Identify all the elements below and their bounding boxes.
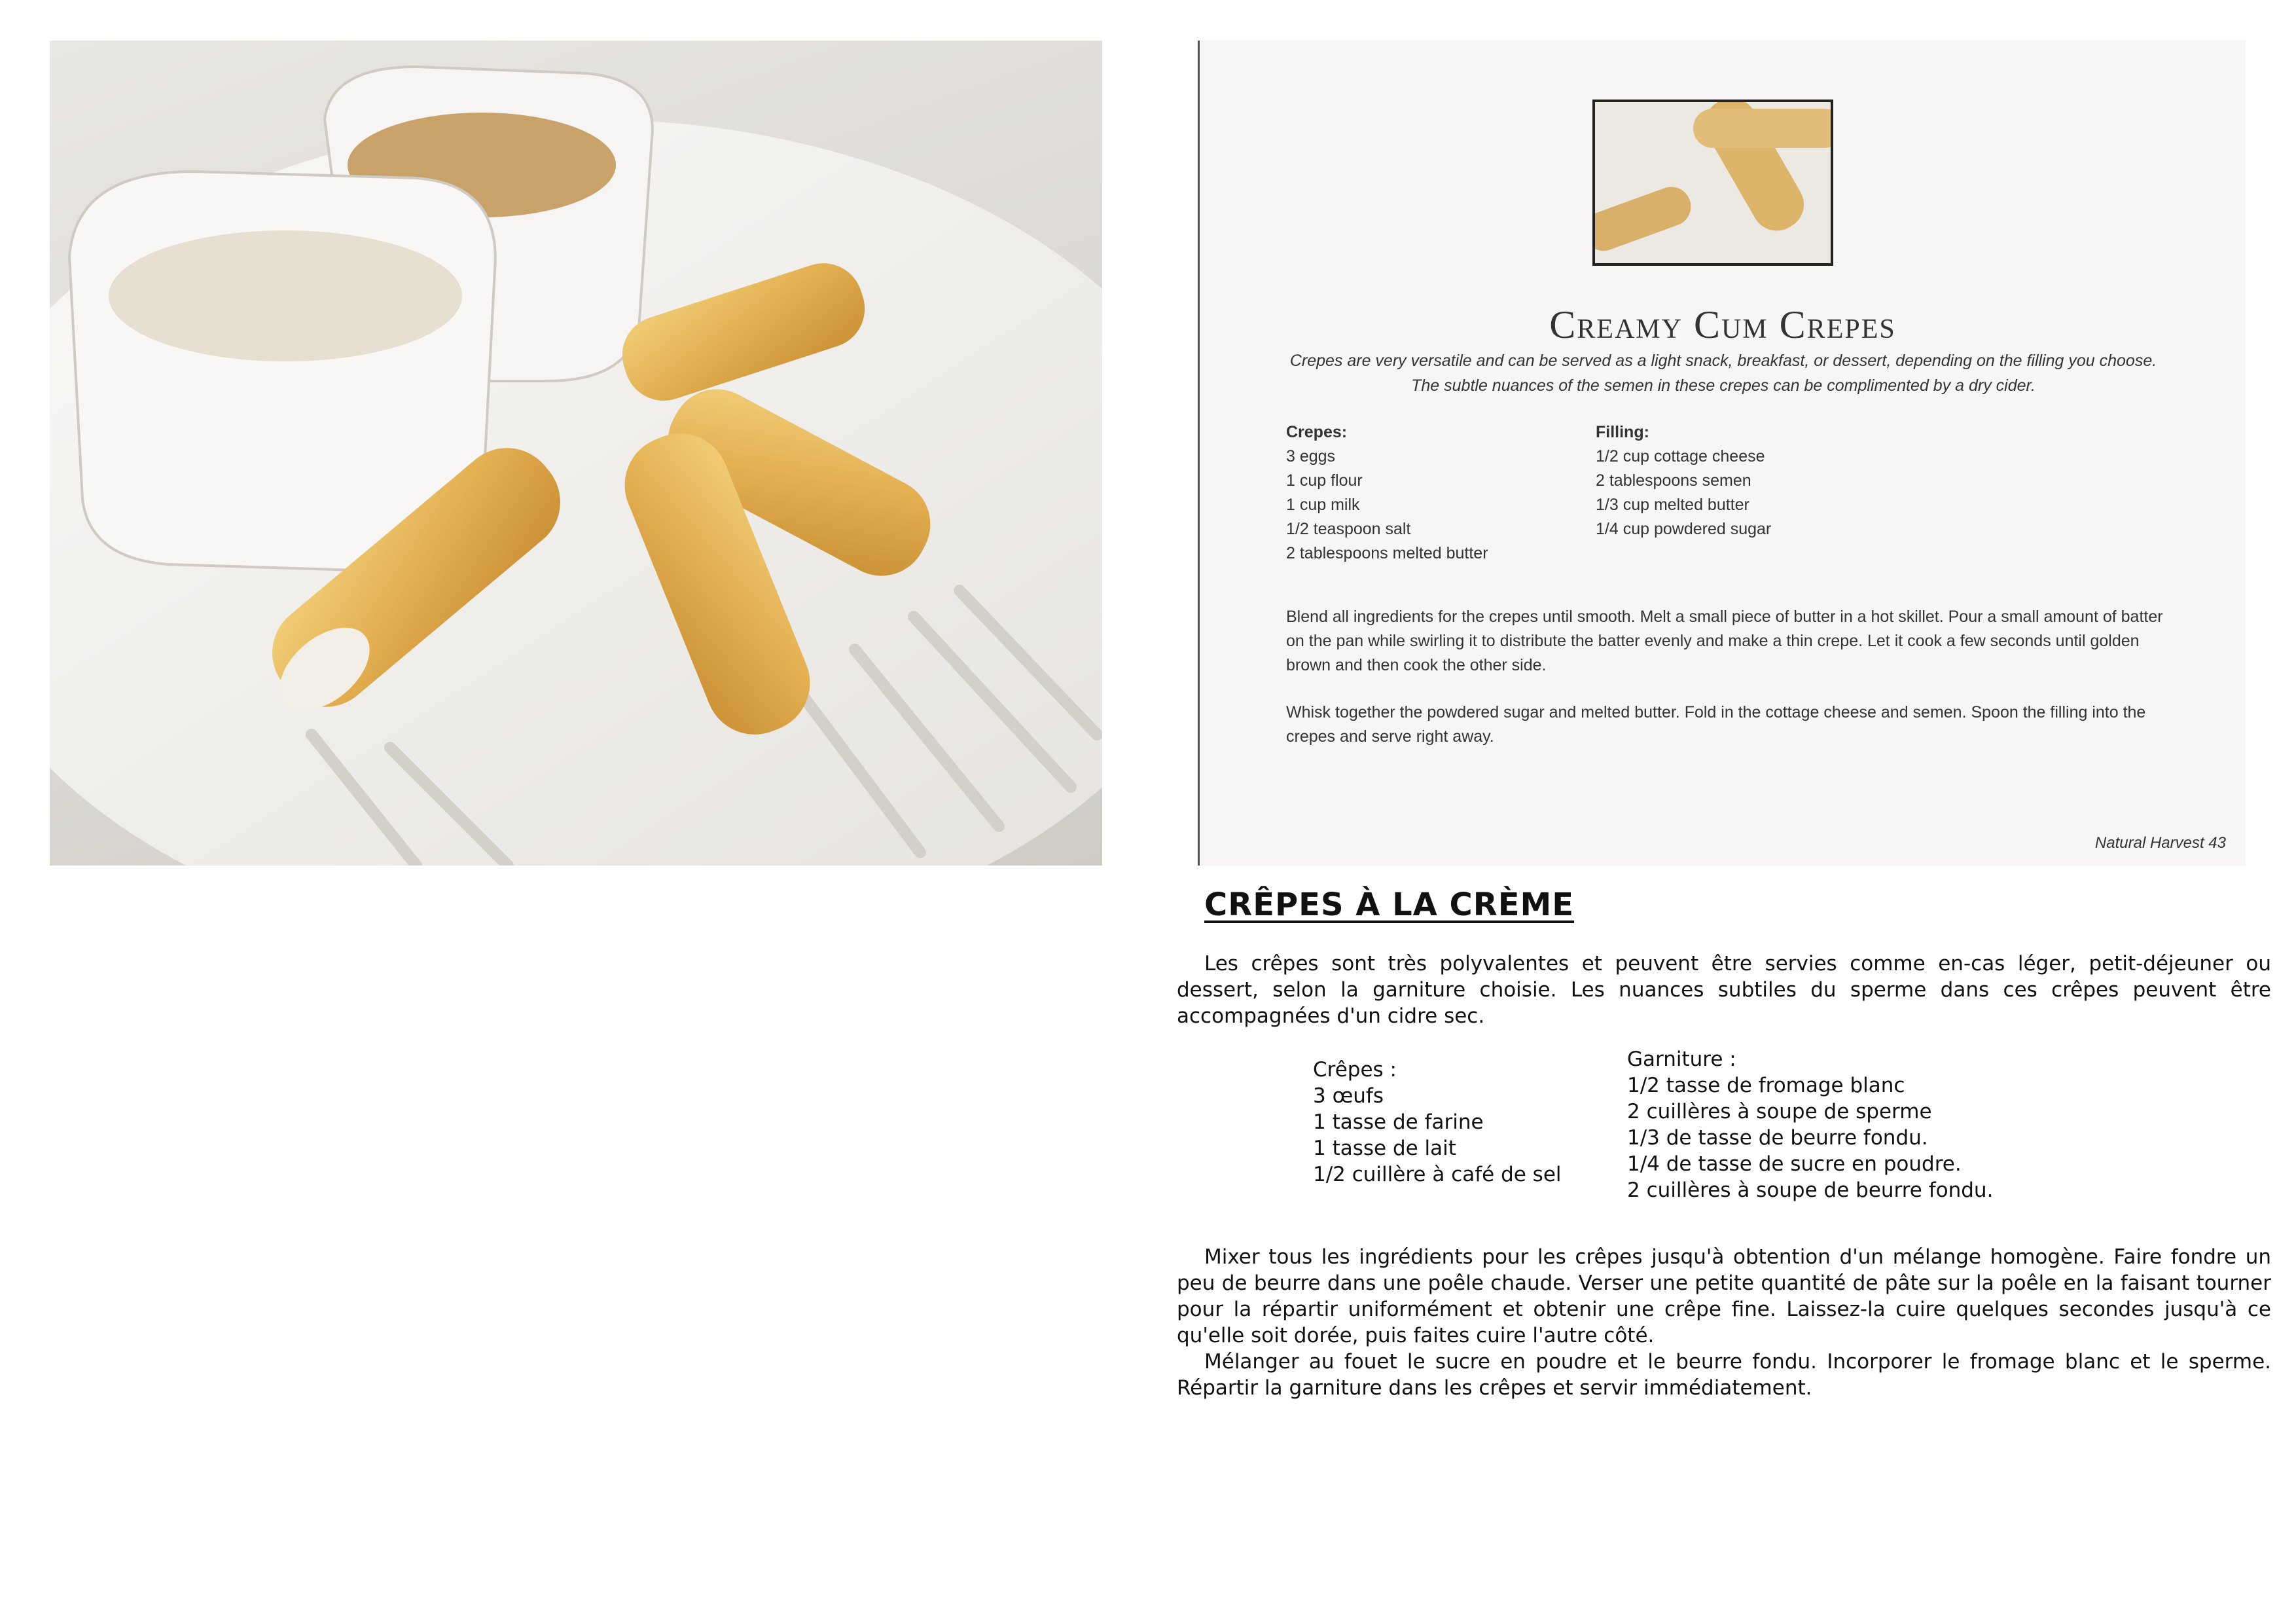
card-crepes-item: 3 eggs: [1286, 447, 1336, 465]
recipe-card-thumbnail: [1592, 100, 1833, 266]
fr-garniture-item: 2 cuillères à soupe de sperme: [1627, 1100, 1932, 1123]
fr-instructions-2: Mélanger au fouet le sucre en poudre et le beurre fondu. Incorporer le fromage blanc et le sperme. Répartir la garniture dans les crêpes et servir immédiatement.: [1177, 1350, 2271, 1400]
fr-crepes-item: 3 œufs: [1313, 1084, 1384, 1108]
card-crepes-item: 2 tablespoons melted butter: [1286, 544, 1488, 562]
fr-instructions-1: Mixer tous les ingrédients pour les crêpes jusqu'à obtention d'un mélange homogène. Faire fondre un peu de beurre dans une poêle chaude. Verser une petite quantité de pâte sur la poêle en la faisant tourner pour la répartir uniformément et obtenir une crêpe fine. Laissez-la cuire quelques secondes jusqu'à ce qu'elle soit dorée, puis faites cuire l'autre côté.: [1177, 1245, 2271, 1347]
fr-crepes-item: 1/2 cuillère à café de sel: [1313, 1163, 1562, 1186]
card-crepes-item: 1 cup milk: [1286, 496, 1360, 514]
card-crepes-item: 1/2 teaspoon salt: [1286, 520, 1411, 538]
card-crepes-item: 1 cup flour: [1286, 471, 1363, 490]
card-filling-item: 2 tablespoons semen: [1596, 471, 1751, 490]
card-filling-item: 1/3 cup melted butter: [1596, 496, 1749, 514]
crepes-photo: [50, 41, 1102, 866]
crepes-photo-illustration: [50, 41, 1102, 866]
fr-garniture-item: 1/4 de tasse de sucre en poudre.: [1627, 1152, 1962, 1176]
card-crepes-heading: Crepes:: [1286, 423, 1348, 441]
fr-garniture-item: 1/2 tasse de fromage blanc: [1627, 1074, 1905, 1097]
fr-garniture-item: 1/3 de tasse de beurre fondu.: [1627, 1126, 1928, 1150]
fr-intro: Les crêpes sont très polyvalentes et peuvent être servies comme en-cas léger, petit-déjeuner ou dessert, selon la garniture choisie. Les nuances subtiles du sperme dans ces crêpes peuvent être accompagnées d'un cidre sec.: [1177, 952, 2271, 1028]
crepe-thumbnail-illustration: [1595, 102, 1831, 263]
card-footer-page-ref: Natural Harvest 43: [2094, 834, 2226, 852]
fr-garniture-item: 2 cuillères à soupe de beurre fondu.: [1627, 1178, 1994, 1202]
card-instructions-1: Blend all ingredients for the crepes until smooth. Melt a small piece of butter in a hot skillet. Pour a small amount of batter on the pan while swirling it to distribute the batter evenly and make a thin crepe. Let it cook a few seconds until golden brown and then cook the other side.: [1286, 608, 2163, 674]
card-filling-item: 1/2 cup cottage cheese: [1596, 447, 1765, 465]
card-title: Creamy Cum Crepes: [1549, 303, 1896, 346]
card-instructions-2: Whisk together the powdered sugar and melted butter. Fold in the cottage cheese and semen. Spoon the filling into the crepes and serve right away.: [1286, 703, 2146, 746]
card-filling-item: 1/4 cup powdered sugar: [1596, 520, 1772, 538]
fr-crepes-item: 1 tasse de farine: [1313, 1110, 1484, 1134]
card-filling-ingredients: [1596, 420, 1871, 541]
recipe-card-scan: [1198, 41, 2246, 866]
fr-garniture-heading: Garniture :: [1627, 1048, 1736, 1071]
fr-crepes-ingredients: [1313, 1057, 1601, 1188]
fr-title: CRÊPES À LA CRÈME: [1204, 886, 1575, 923]
card-crepes-ingredients: [1286, 420, 1561, 566]
fr-crepes-heading: Crêpes :: [1313, 1058, 1397, 1082]
card-filling-heading: Filling:: [1596, 423, 1649, 441]
card-intro: Crepes are very versatile and can be served as a light snack, breakfast, or dessert, depending on the filling you choose. The subtle nuances of the semen in these crepes can be complimented by a dry cider.: [1289, 352, 2157, 395]
fr-crepes-item: 1 tasse de lait: [1313, 1137, 1456, 1160]
fr-garniture-ingredients: [1627, 1046, 2046, 1203]
